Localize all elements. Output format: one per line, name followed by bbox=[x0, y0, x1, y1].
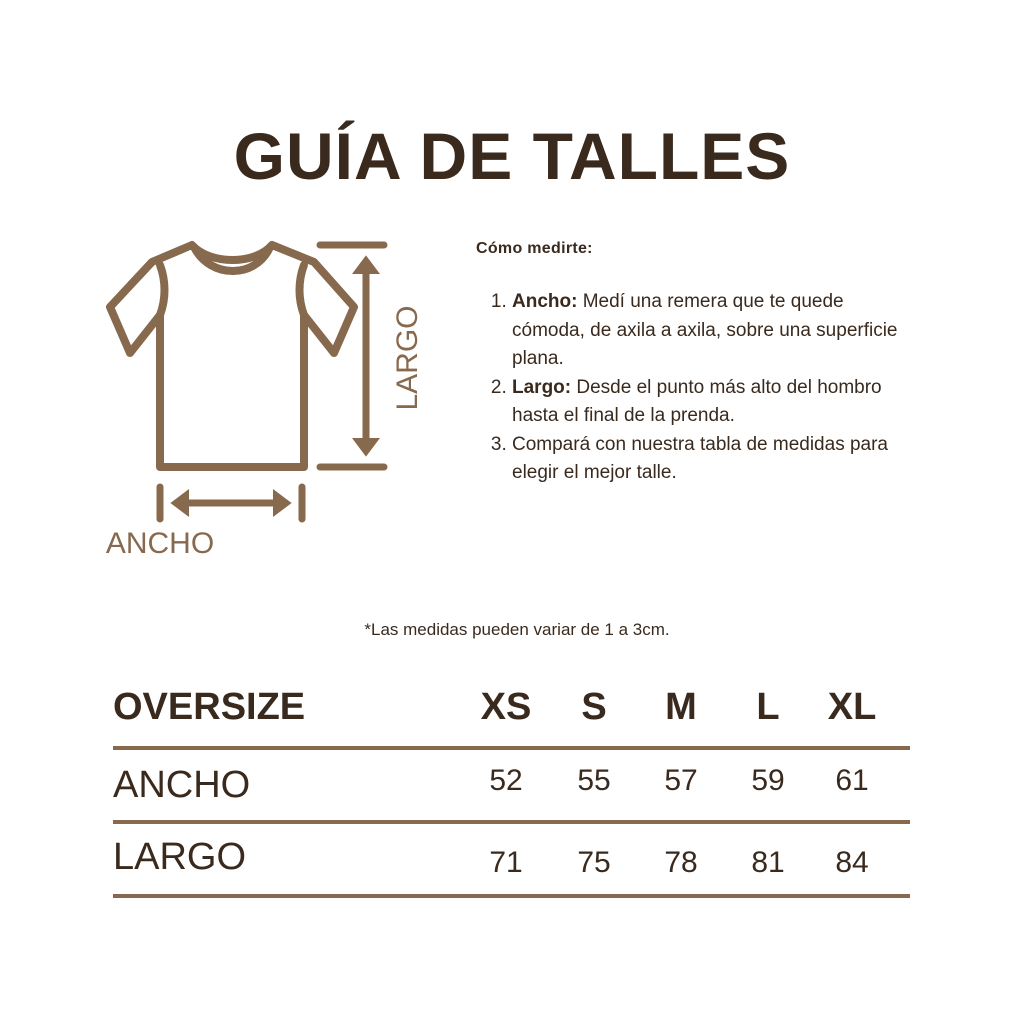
size-header: L bbox=[756, 686, 780, 728]
step-text: Compará con nuestra tabla de medidas para elegir el mejor talle. bbox=[512, 433, 889, 483]
step-item bbox=[512, 288, 906, 374]
table-cell: 81 bbox=[751, 846, 785, 879]
step-label: Ancho: bbox=[512, 291, 578, 312]
steps-list bbox=[476, 288, 906, 488]
table-cell: 71 bbox=[489, 846, 523, 879]
length-label: LARGO bbox=[391, 305, 424, 411]
row-label: LARGO bbox=[113, 836, 247, 878]
table-cell: 52 bbox=[489, 764, 523, 797]
step-text: Desde el punto más alto del hombro hasta el final de la prenda. bbox=[512, 376, 882, 426]
table-row bbox=[113, 824, 910, 894]
table-divider bbox=[113, 894, 910, 898]
step-item bbox=[512, 431, 906, 488]
width-label: ANCHO bbox=[105, 527, 215, 560]
table-header-row bbox=[113, 682, 910, 746]
size-header: S bbox=[581, 686, 607, 728]
size-table bbox=[113, 682, 910, 898]
size-header: XL bbox=[827, 686, 877, 728]
row-label: ANCHO bbox=[113, 764, 251, 806]
how-to-title: Cómo medirte: bbox=[476, 240, 593, 257]
table-title: OVERSIZE bbox=[113, 686, 306, 728]
size-header: XS bbox=[480, 686, 532, 728]
tshirt-icon bbox=[100, 235, 400, 575]
how-to-measure bbox=[476, 240, 906, 488]
step-item bbox=[512, 374, 906, 431]
step-text: Medí una remera que te quede cómoda, de axila a axila, sobre una superficie plana. bbox=[512, 291, 898, 369]
table-cell: 84 bbox=[835, 846, 869, 879]
page-title: GUÍA DE TALLES bbox=[233, 119, 791, 193]
step-label: Largo: bbox=[512, 376, 572, 398]
size-header: M bbox=[665, 686, 697, 728]
table-cell: 61 bbox=[835, 764, 869, 797]
table-cell: 75 bbox=[577, 846, 611, 879]
table-row bbox=[113, 750, 910, 820]
measurement-note: *Las medidas pueden variar de 1 a 3cm. bbox=[364, 620, 670, 639]
table-cell: 57 bbox=[664, 764, 698, 797]
table-cell: 78 bbox=[664, 846, 698, 879]
shirt-measure-diagram bbox=[100, 235, 400, 575]
table-cell: 59 bbox=[751, 764, 785, 797]
table-cell: 55 bbox=[577, 764, 611, 797]
